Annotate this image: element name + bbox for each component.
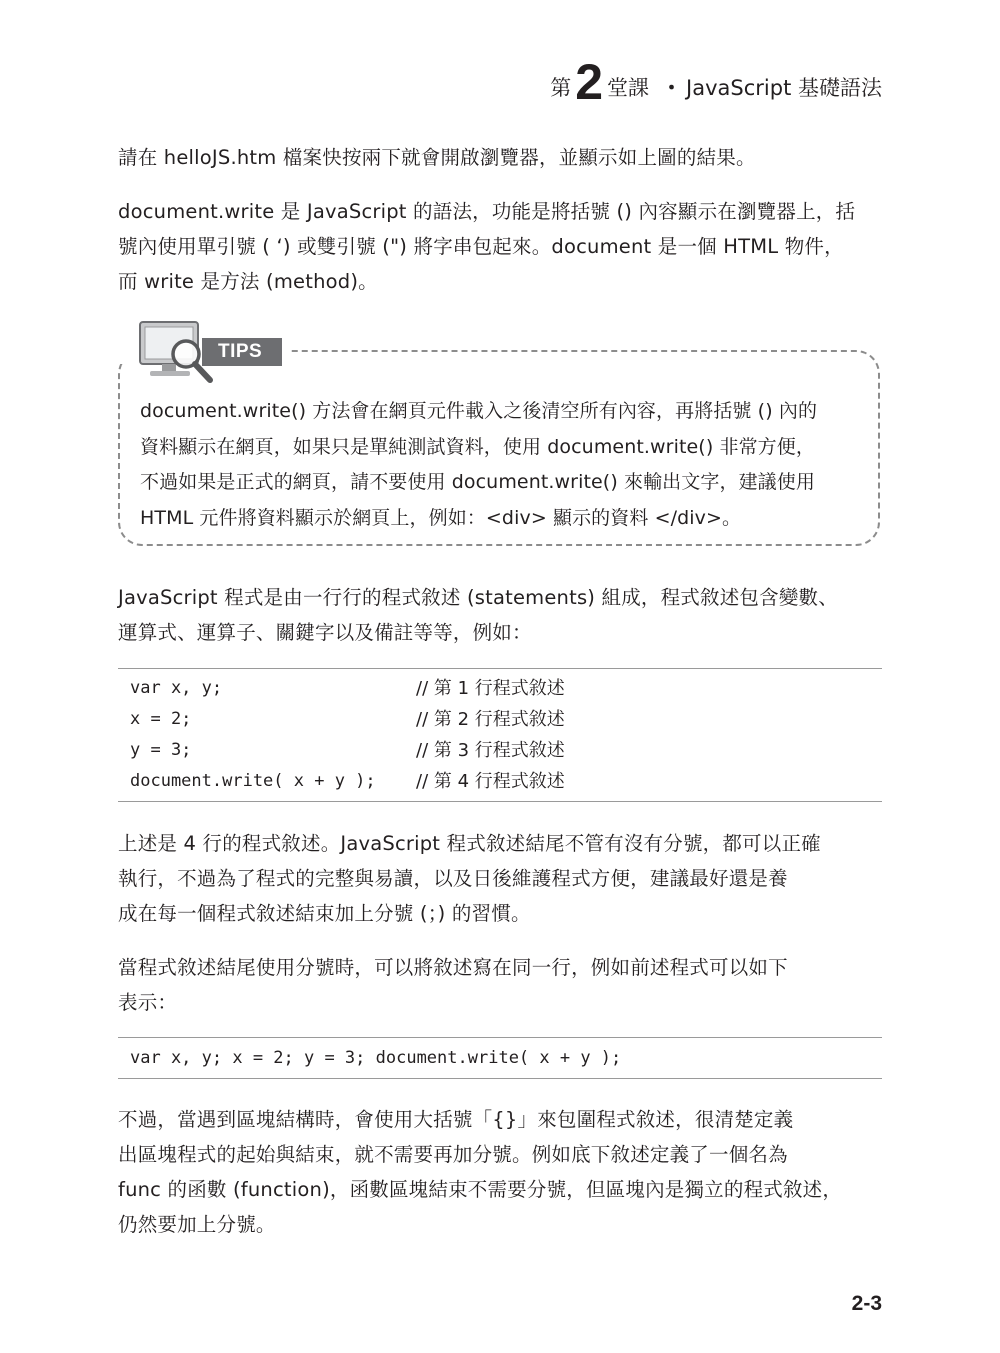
paragraph-line: document.write 是 JavaScript 的語法，功能是將括號 () 內容顯示在瀏覽器上，括 — [118, 200, 856, 223]
tips-line: 不過如果是正式的網頁，請不要使用 document.write() 來輸出文字，建議使用 — [140, 471, 815, 493]
code-comment: // 第 1 行程式敘述 — [416, 678, 565, 699]
paragraph-line: JavaScript 程式是由一行行的程式敘述 (statements) 組成，程式敘述包含變數、 — [118, 586, 838, 609]
paragraph-6 — [118, 1102, 888, 1242]
code-comment: // 第 3 行程式敘述 — [416, 740, 565, 761]
paragraph-4 — [118, 826, 888, 931]
chapter-number: 2 — [575, 54, 604, 110]
tips-line: document.write() 方法會在網頁元件載入之後清空所有內容，再將括號 () 內的 — [140, 400, 818, 422]
page-number: 2-3 — [851, 1292, 882, 1315]
paragraph-line: 不過，當遇到區塊結構時，會使用大括號「{}」來包圍程式敘述，很清楚定義 — [118, 1108, 794, 1131]
code-text: x = 2; — [130, 709, 192, 729]
chapter-prefix: 第 — [550, 76, 572, 100]
tips-label: TIPS — [202, 338, 282, 366]
chapter-suffix: 堂課 — [607, 76, 650, 100]
tips-text — [140, 394, 870, 536]
code-text: document.write( x + y ); — [130, 771, 376, 791]
code-text: var x, y; — [130, 678, 223, 698]
paragraph-3 — [118, 580, 888, 650]
paragraph-line: 號內使用單引號 ( ‘) 或雙引號 (") 將字串包起來。document 是一個 HTML 物件， — [118, 235, 844, 258]
code-text: var x, y; x = 2; y = 3; document.write( x + y ); — [130, 1048, 622, 1068]
code-line — [118, 1043, 882, 1074]
paragraph-line: 仍然要加上分號。 — [118, 1213, 276, 1236]
code-line — [118, 766, 882, 797]
paragraph-line: 上述是 4 行的程式敘述。JavaScript 程式敘述結尾不管有沒有分號，都可以正確 — [118, 832, 821, 855]
paragraph-line: 當程式敘述結尾使用分號時，可以將敘述寫在同一行，例如前述程式可以如下 — [118, 956, 788, 979]
paragraph-line: 請在 helloJS.htm 檔案快按兩下就會開啟瀏覽器，並顯示如上圖的結果。 — [118, 146, 756, 169]
chapter-separator: ・ — [661, 76, 683, 100]
paragraph-line: 表示： — [118, 991, 178, 1014]
paragraph-1 — [118, 140, 888, 175]
paragraph-line: func 的函數 (function)，函數區塊結束不需要分號，但區塊內是獨立的程式敘述， — [118, 1178, 843, 1201]
chapter-header — [550, 54, 882, 110]
code-line — [118, 704, 882, 735]
code-line — [118, 735, 882, 766]
code-comment: // 第 2 行程式敘述 — [416, 709, 565, 730]
paragraph-line: 運算式、運算子、關鍵字以及備註等等，例如： — [118, 621, 532, 644]
code-line — [118, 673, 882, 704]
paragraph-line: 執行，不過為了程式的完整與易讀，以及日後維護程式方便，建議最好還是養 — [118, 867, 788, 890]
code-text: y = 3; — [130, 740, 192, 760]
paragraph-line: 成在每一個程式敘述結束加上分號 (；) 的習慣。 — [118, 902, 531, 925]
paragraph-line: 而 write 是方法 (method)。 — [118, 270, 378, 293]
paragraph-line: 出區塊程式的起始與結束，就不需要再加分號。例如底下敘述定義了一個名為 — [118, 1143, 788, 1166]
paragraph-5 — [118, 950, 888, 1020]
chapter-title: JavaScript 基礎語法 — [686, 76, 882, 100]
tips-line: HTML 元件將資料顯示於網頁上，例如：<div> 顯示的資料 </div>。 — [140, 506, 742, 529]
paragraph-2 — [118, 194, 888, 299]
code-block-2 — [118, 1037, 882, 1079]
code-comment: // 第 4 行程式敘述 — [416, 771, 565, 792]
tips-line: 資料顯示在網頁，如果只是單純測試資料，使用 document.write() 非常方便， — [140, 435, 815, 458]
code-block-1 — [118, 668, 882, 802]
